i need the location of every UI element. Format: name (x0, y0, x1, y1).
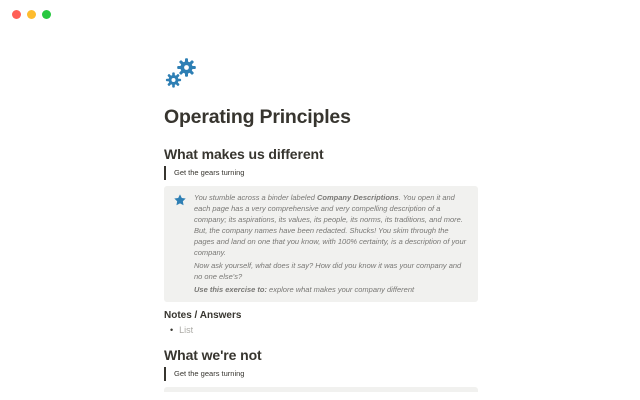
gears-icon (164, 57, 478, 90)
heading-what-makes-us-different[interactable]: What makes us different (164, 146, 324, 162)
callout-paragraph: You stumble across a binder labeled Company Descriptions. You open it and each page has a very comprehensive and very compelling description of a company; its aspirations, its values, its people, its norms, its traditions, and more. But, the company names have been redacted. Shucks! You skim through the pages and land on one that you know, with 100% certainty, is a description of your company. (194, 193, 467, 257)
callout-paragraph: Use this exercise to: explore what makes your company different (194, 285, 415, 294)
callout-paragraph: Now ask yourself, what does it say? How did you know it was your company and no one else's? (194, 261, 462, 281)
callout-text[interactable] (194, 192, 468, 295)
star-icon (174, 192, 186, 295)
minimize-button[interactable] (27, 10, 36, 19)
page-icon[interactable] (164, 57, 478, 90)
list-placeholder: List (179, 325, 194, 335)
quote-block[interactable]: Get the gears turning (164, 367, 478, 381)
list-item[interactable] (164, 325, 478, 336)
heading-notes-answers[interactable]: Notes / Answers (164, 310, 242, 321)
close-button[interactable] (12, 10, 21, 19)
heading-what-were-not[interactable]: What we're not (164, 347, 262, 363)
page-title[interactable]: Operating Principles (164, 106, 351, 128)
zoom-button[interactable] (42, 10, 51, 19)
callout-block-partial[interactable] (164, 387, 478, 392)
bullet-marker: • (170, 325, 174, 335)
page-content (164, 0, 478, 392)
callout-block[interactable] (164, 186, 478, 302)
window-controls (12, 10, 51, 19)
quote-block[interactable]: Get the gears turning (164, 166, 478, 180)
